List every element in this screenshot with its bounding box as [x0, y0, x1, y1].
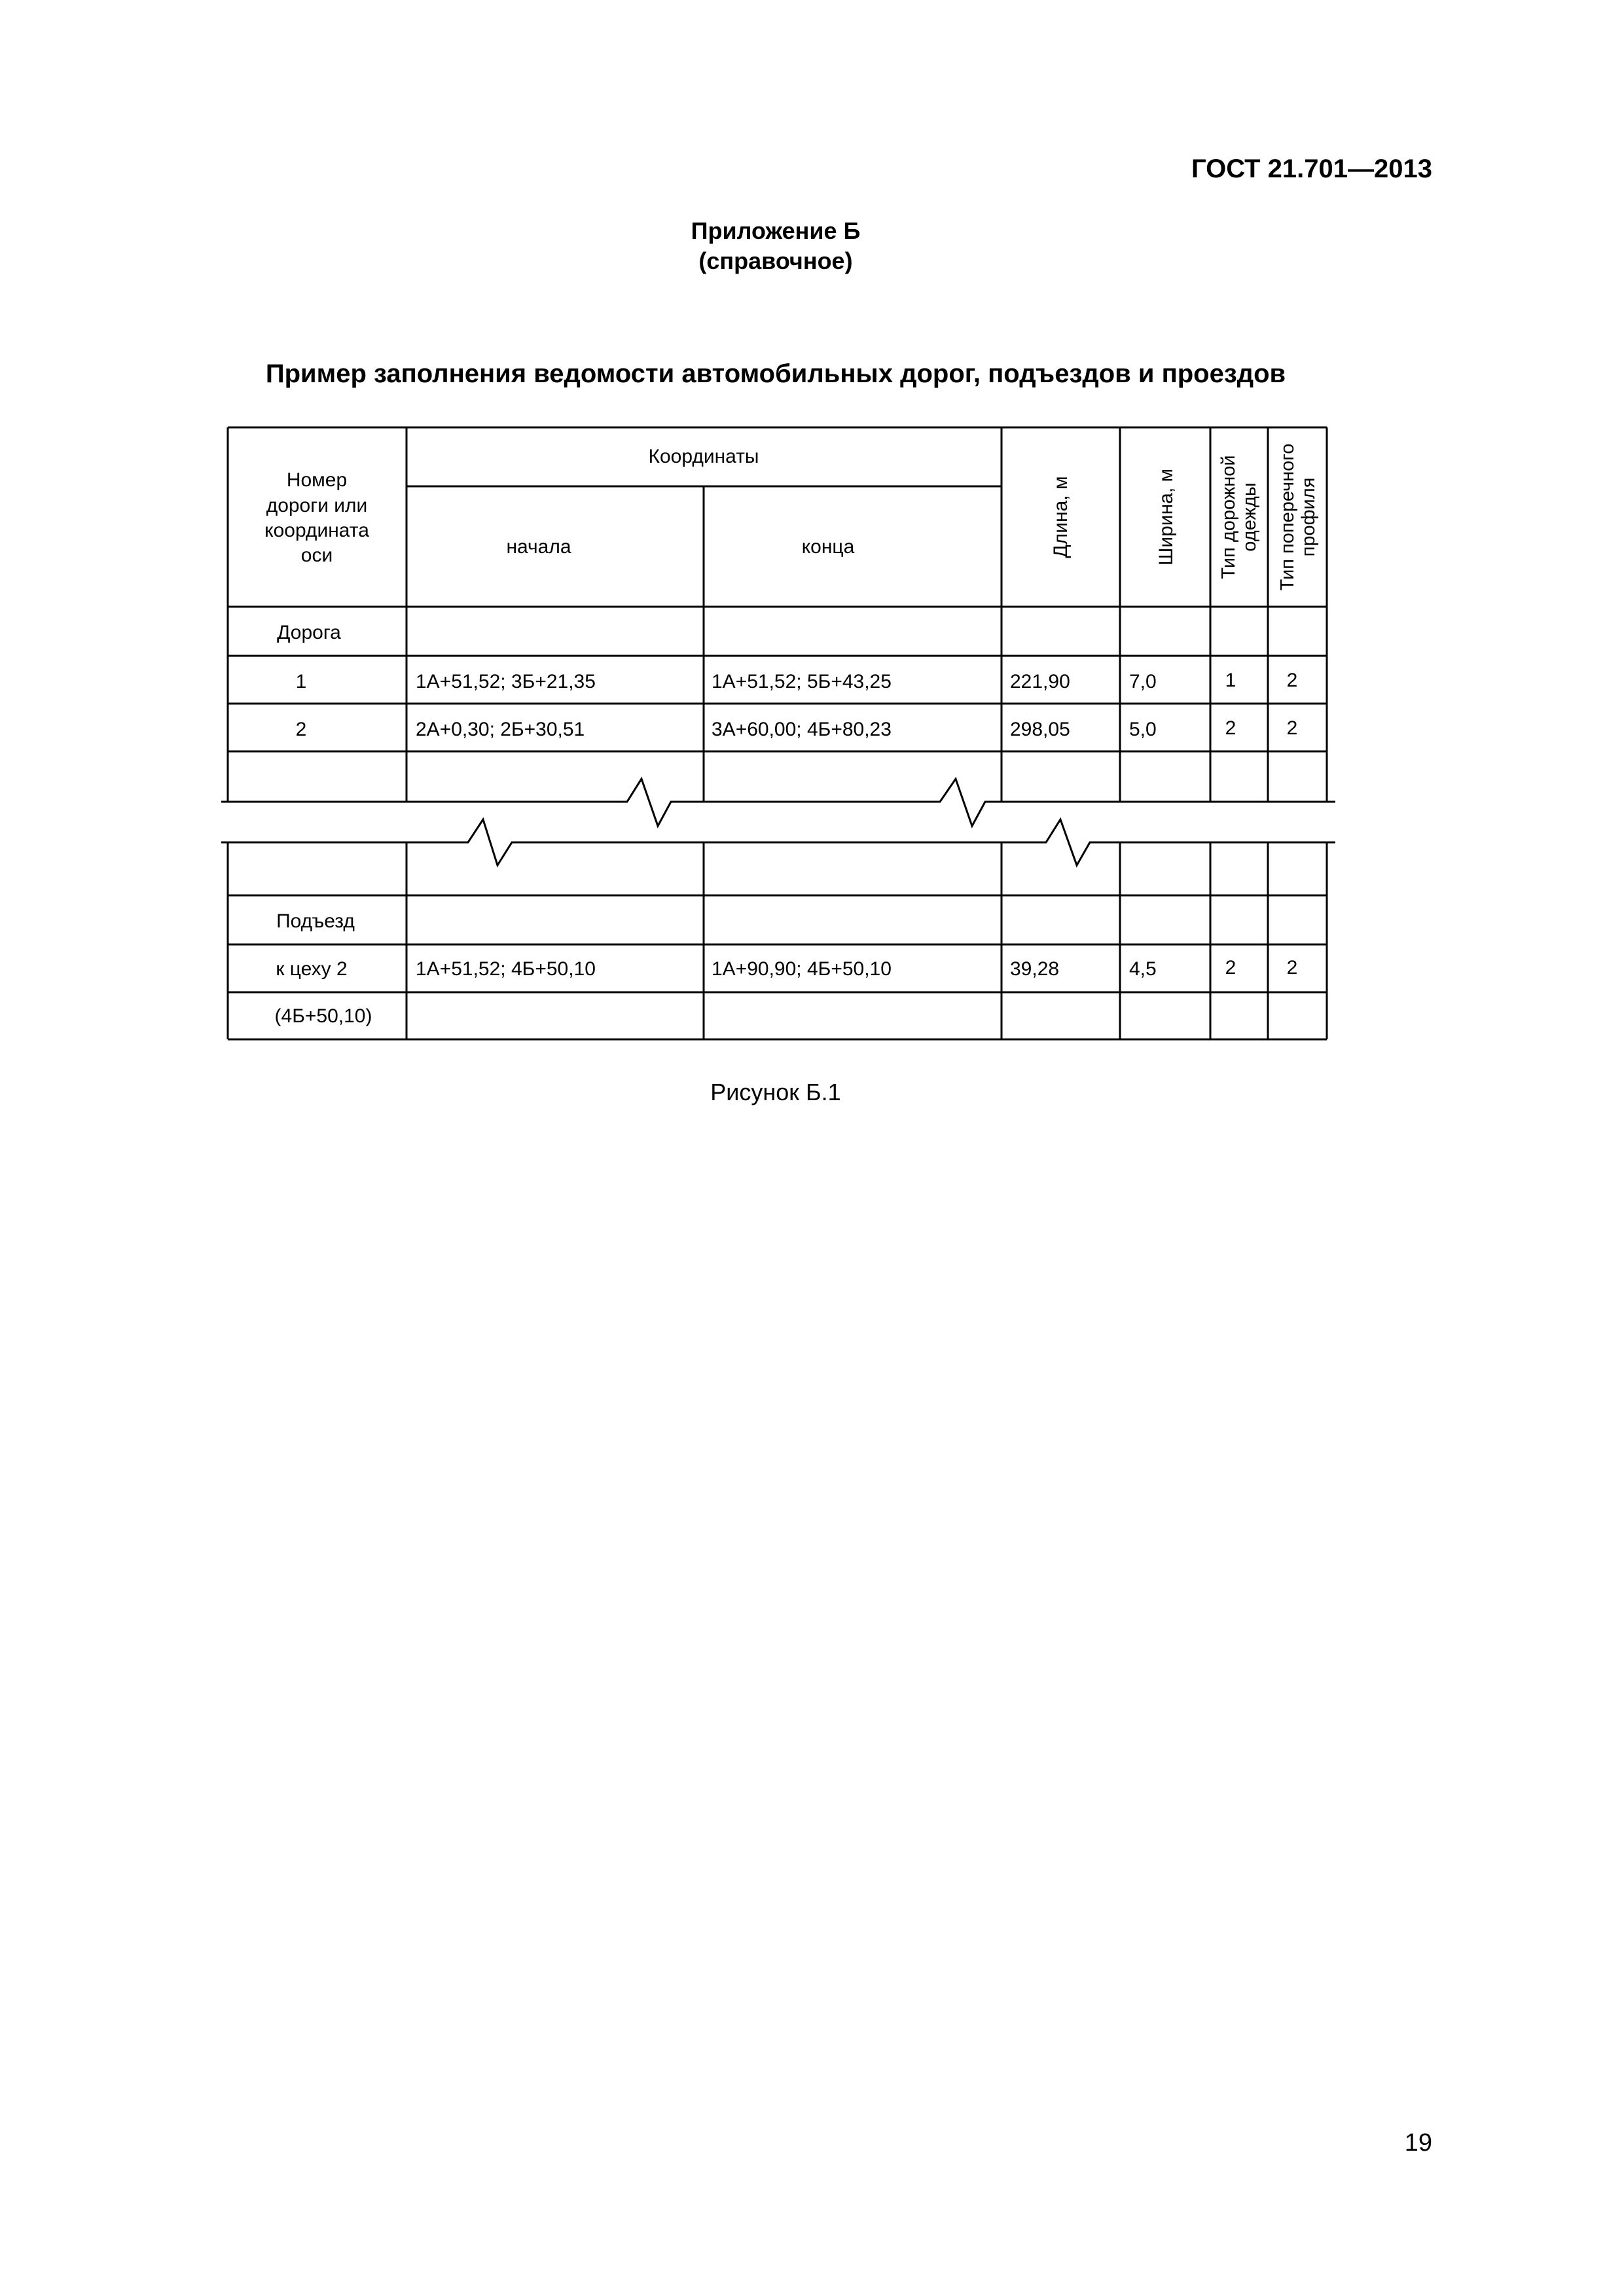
- header-road-number-2: дороги или: [266, 495, 368, 516]
- row-1-length: 221,90: [1010, 671, 1070, 692]
- header-road-number-1: Номер: [286, 469, 348, 491]
- header-pavement-type-1: Тип дорожной: [1218, 455, 1239, 579]
- row-1-end: 1А+51,52; 5Б+43,25: [712, 671, 892, 692]
- row-2-profile: 2: [1286, 717, 1298, 739]
- row-6-width: 4,5: [1129, 958, 1157, 980]
- figure-caption: Рисунок Б.1: [710, 1079, 841, 1105]
- header-cross-profile-type-1: Тип поперечного: [1277, 443, 1298, 591]
- row-2-pavement: 2: [1225, 717, 1236, 739]
- annex-status: (справочное): [698, 247, 853, 274]
- row-6-end: 1А+90,90; 4Б+50,10: [712, 958, 892, 980]
- document-title: Пример заполнения ведомости автомобильных дорог, подъездов и проездов: [265, 359, 1286, 388]
- header-end: конца: [801, 536, 855, 558]
- row-2-width: 5,0: [1129, 719, 1157, 740]
- row-6-start: 1А+51,52; 4Б+50,10: [416, 958, 596, 980]
- row-road-label: Дорога: [277, 622, 341, 643]
- page-number: 19: [1404, 2129, 1432, 2157]
- header-cross-profile-type-2: профиля: [1298, 477, 1319, 557]
- row-1-profile: 2: [1286, 670, 1298, 691]
- standard-code: ГОСТ 21.701—2013: [1191, 154, 1432, 183]
- row-7-name: (4Б+50,10): [274, 1005, 372, 1027]
- header-coordinates: Координаты: [648, 446, 759, 467]
- header-start: начала: [506, 536, 571, 558]
- row-2-start: 2А+0,30; 2Б+30,51: [416, 719, 585, 740]
- row-6-length: 39,28: [1010, 958, 1060, 980]
- header-road-number-4: оси: [300, 545, 333, 566]
- header-road-number-3: координата: [264, 520, 369, 541]
- annex-title: Приложение Б: [691, 217, 861, 244]
- row-1-name: 1: [295, 671, 307, 692]
- row-6-profile: 2: [1286, 957, 1298, 978]
- header-length: Длина, м: [1050, 476, 1072, 558]
- row-1-start: 1А+51,52; 3Б+21,35: [416, 671, 596, 692]
- row-1-pavement: 1: [1225, 670, 1236, 691]
- row-2-end: 3А+60,00; 4Б+80,23: [712, 719, 892, 740]
- row-access-label: Подъезд: [276, 910, 355, 932]
- header-width: Ширина, м: [1155, 468, 1177, 566]
- row-2-length: 298,05: [1010, 719, 1070, 740]
- row-6-pavement: 2: [1225, 957, 1236, 978]
- road-statement-table: [0, 0, 1624, 1113]
- row-2-name: 2: [295, 719, 307, 740]
- row-6-name: к цеху 2: [276, 958, 348, 980]
- header-pavement-type-2: одежды: [1239, 482, 1260, 552]
- row-1-width: 7,0: [1129, 671, 1157, 692]
